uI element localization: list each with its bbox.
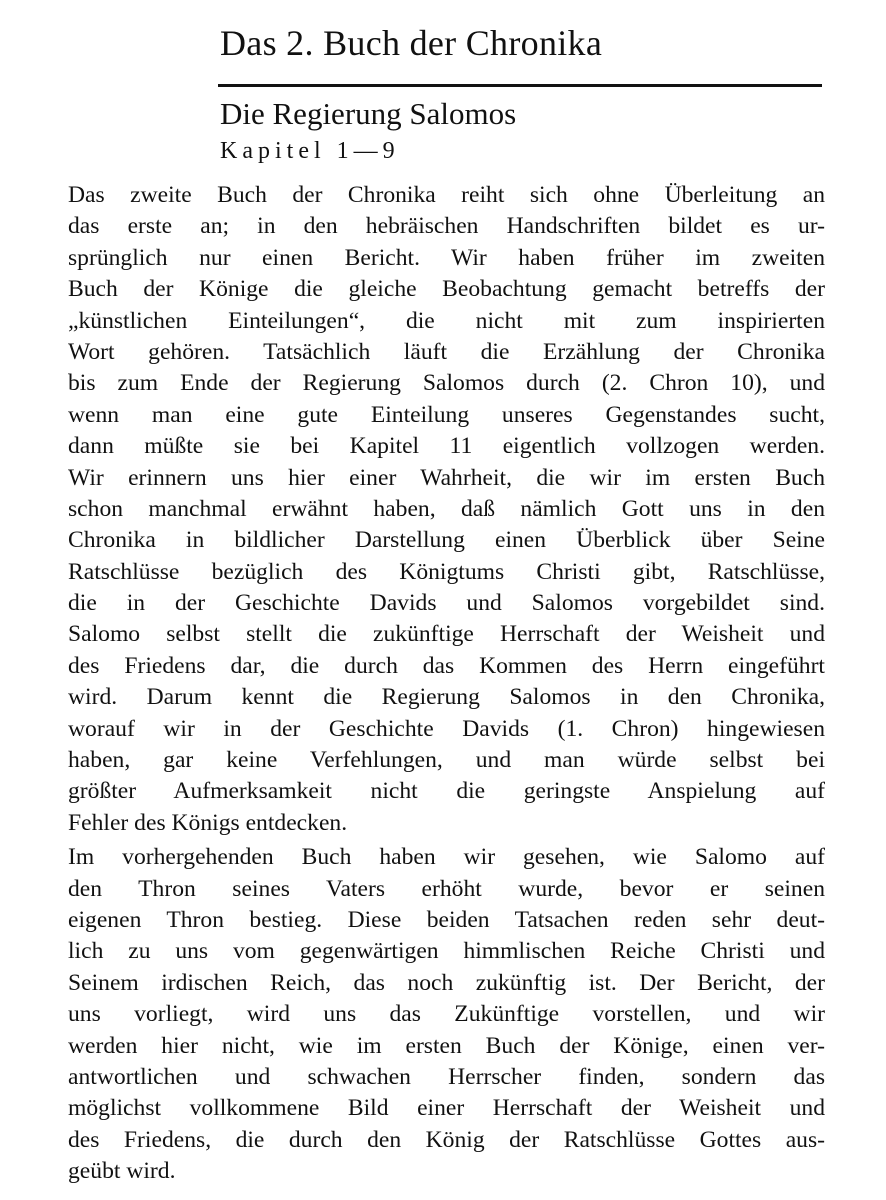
text-line: die in der Geschichte Davids und Salomos vorgebildet sind.	[68, 590, 825, 617]
text-line: worauf wir in der Geschichte Davids (1. Chron) hingewiesen	[68, 715, 825, 742]
text-line: geübt wird.	[68, 1158, 176, 1185]
text-line: Wir erinnern uns hier einer Wahrheit, die wir im ersten Buch	[68, 464, 825, 491]
book-title: Das 2. Buch der Chronika	[220, 23, 603, 63]
text-line: lich zu uns vom gegenwärtigen himmlischen Reiche Christi und	[68, 938, 825, 965]
text-line: haben, gar keine Verfehlungen, und man würde selbst bei	[68, 747, 825, 774]
text-line: des Friedens, die durch den König der Ratschlüsse Gottes aus-	[68, 1126, 825, 1153]
text-line: möglichst vollkommene Bild einer Herrschaft der Weisheit und	[68, 1095, 825, 1122]
text-line: werden hier nicht, wie im ersten Buch der Könige, einen ver-	[68, 1032, 825, 1059]
text-line: Fehler des Königs entdecken.	[68, 809, 348, 836]
title-divider	[218, 84, 822, 87]
text-line: uns vorliegt, wird uns das Zukünftige vorstellen, und wir	[68, 1001, 825, 1028]
text-line: Wort gehören. Tatsächlich läuft die Erzählung der Chronika	[68, 338, 825, 365]
text-line: den Thron seines Vaters erhöht wurde, bevor er seinen	[68, 875, 825, 902]
text-line: „künstlichen Einteilungen“, die nicht mit zum inspirierten	[68, 307, 825, 334]
text-line: Salomo selbst stellt die zukünftige Herrschaft der Weisheit und	[68, 621, 825, 648]
text-line: Das zweite Buch der Chronika reiht sich ohne Überleitung an	[68, 182, 825, 208]
paragraph	[68, 180, 825, 839]
text-line: antwortlichen und schwachen Herrscher finden, sondern das	[68, 1063, 825, 1090]
text-line: Buch der Könige die gleiche Beobachtung gemacht betreffs der	[68, 276, 825, 303]
text-line: Seinem irdischen Reich, das noch zukünftig ist. Der Bericht, der	[68, 969, 825, 996]
body-text	[68, 180, 825, 1188]
text-line: Im vorhergehenden Buch haben wir gesehen, wie Salomo auf	[68, 844, 825, 871]
text-line: schon manchmal erwähnt haben, daß nämlich Gott uns in den	[68, 495, 825, 522]
text-line: wird. Darum kennt die Regierung Salomos in den Chronika,	[68, 684, 825, 711]
text-line: bis zum Ende der Regierung Salomos durch (2. Chron 10), und	[68, 370, 825, 397]
text-line: wenn man eine gute Einteilung unseres Gegenstandes sucht,	[68, 401, 825, 428]
text-line: des Friedens dar, die durch das Kommen des Herrn eingeführt	[68, 652, 825, 679]
text-line: dann müßte sie bei Kapitel 11 eigentlich vollzogen werden.	[68, 433, 825, 460]
text-line: Ratschlüsse bezüglich des Königtums Christi gibt, Ratschlüsse,	[68, 558, 825, 585]
text-line: Chronika in bildlicher Darstellung einen Überblick über Seine	[68, 527, 825, 554]
text-line: sprünglich nur einen Bericht. Wir haben früher im zweiten	[68, 244, 825, 271]
paragraph	[68, 842, 825, 1187]
text-line: das erste an; in den hebräischen Handschriften bildet es ur-	[68, 213, 825, 240]
text-line: eigenen Thron bestieg. Diese beiden Tatsachen reden sehr deut-	[68, 906, 825, 933]
section-title: Die Regierung Salomos	[220, 96, 517, 131]
text-line: größter Aufmerksamkeit nicht die geringste Anspielung auf	[68, 778, 825, 805]
chapter-range: Kapitel 1—9	[220, 138, 400, 164]
